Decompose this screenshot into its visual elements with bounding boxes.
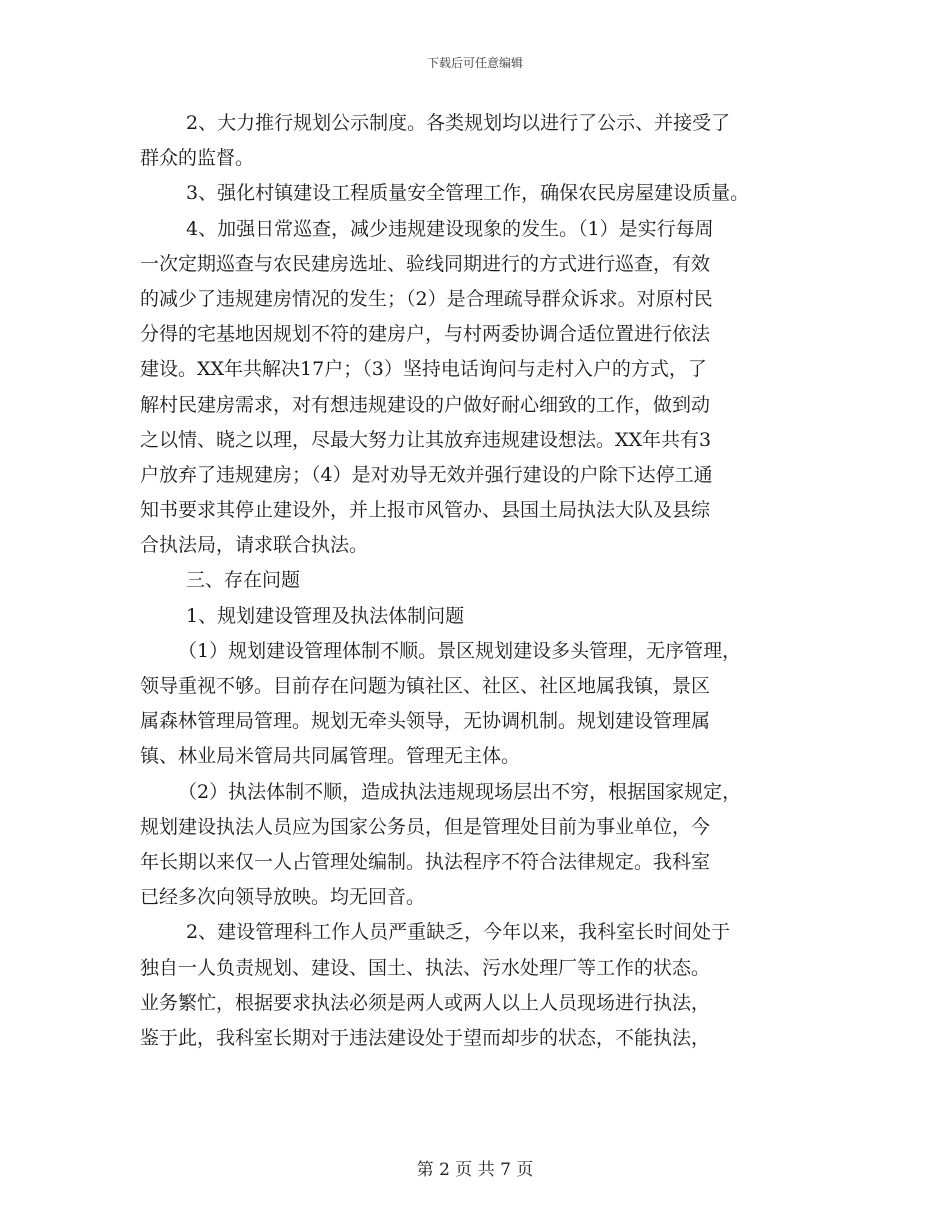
- paragraph-line: 之以情、晓之以理，尽最大努力让其放弃违规建设想法。XX年共有3: [140, 428, 712, 451]
- paragraph-line: 2、建设管理科工作人员严重缺乏，今年以来，我科室长时间处于: [186, 921, 731, 944]
- paragraph-line: 群众的监督。: [140, 147, 255, 170]
- paragraph-line: 鉴于此，我科室长期对于违法建设处于望而却步的状态，不能执法，: [140, 1026, 711, 1049]
- paragraph-line: 合执法局，请求联合执法。: [140, 534, 369, 557]
- paragraph-line: 已经多次向领导放映。均无回音。: [140, 886, 426, 909]
- page-header: 下载后可任意编辑: [426, 56, 523, 70]
- paragraph-line: 业务繁忙，根据要求执法必须是两人或两人以上人员现场进行执法，: [140, 991, 711, 1014]
- page-footer: 第 2 页 共 7 页: [416, 1160, 534, 1180]
- paragraph-line: 一次定期巡查与农民建房选址、验线同期进行的方式进行巡查，有效: [140, 252, 711, 275]
- paragraph-line: 建设。XX年共解决17户；（3）坚持电话询问与走村入户的方式，了: [140, 358, 707, 381]
- paragraph-line: 的减少了违规建房情况的发生；（2）是合理疏导群众诉求。对原村民: [140, 287, 713, 310]
- paragraph-line: 独自一人负责规划、建设、国土、执法、污水处理厂等工作的状态。: [140, 956, 711, 979]
- paragraph-line: 规划建设执法人员应为国家公务员，但是管理处目前为事业单位，今: [140, 815, 711, 838]
- paragraph-line: 3、强化村镇建设工程质量安全管理工作，确保农民房屋建设质量。: [186, 182, 750, 205]
- paragraph-line: 领导重视不够。目前存在问题为镇社区、社区、社区地属我镇，景区: [140, 675, 711, 697]
- paragraph-line: 2、大力推行规划公示制度。各类规划均以进行了公示、并接受了: [186, 112, 731, 134]
- paragraph-line: （2）执法体制不顺，造成执法违规现场层出不穷，根据国家规定，: [178, 780, 742, 803]
- paragraph-line: 知书要求其停止建设外，并上报市风管办、县国土局执法大队及县综: [140, 499, 711, 522]
- paragraph-line: 属森林管理局管理。规划无牵头领导，无协调机制。规划建设管理属: [140, 710, 711, 733]
- paragraph-line: 4、加强日常巡查，减少违规建设现象的发生。（1）是实行每周: [186, 217, 714, 240]
- paragraph-line: （1）规划建设管理体制不顺。景区规划建设多头管理，无序管理，: [178, 639, 742, 662]
- paragraph-line: 分得的宅基地因规划不符的建房户，与村两委协调合适位置进行依法: [140, 323, 711, 346]
- section-heading: 三、存在问题: [186, 569, 301, 592]
- document-body: [140, 106, 830, 1056]
- paragraph-line: 解村民建房需求，对有想违规建设的户做好耐心细致的工作，做到动: [140, 393, 711, 416]
- paragraph-line: 镇、林业局米管局共同属管理。管理无主体。: [140, 745, 521, 768]
- paragraph-line: 户放弃了违规建房；（4）是对劝导无效并强行建设的户除下达停工通: [140, 463, 713, 486]
- subsection-heading: 1、规划建设管理及执法体制问题: [186, 604, 465, 627]
- paragraph-line: 年长期以来仅一人占管理处编制。执法程序不符合法律规定。我科室: [140, 850, 711, 873]
